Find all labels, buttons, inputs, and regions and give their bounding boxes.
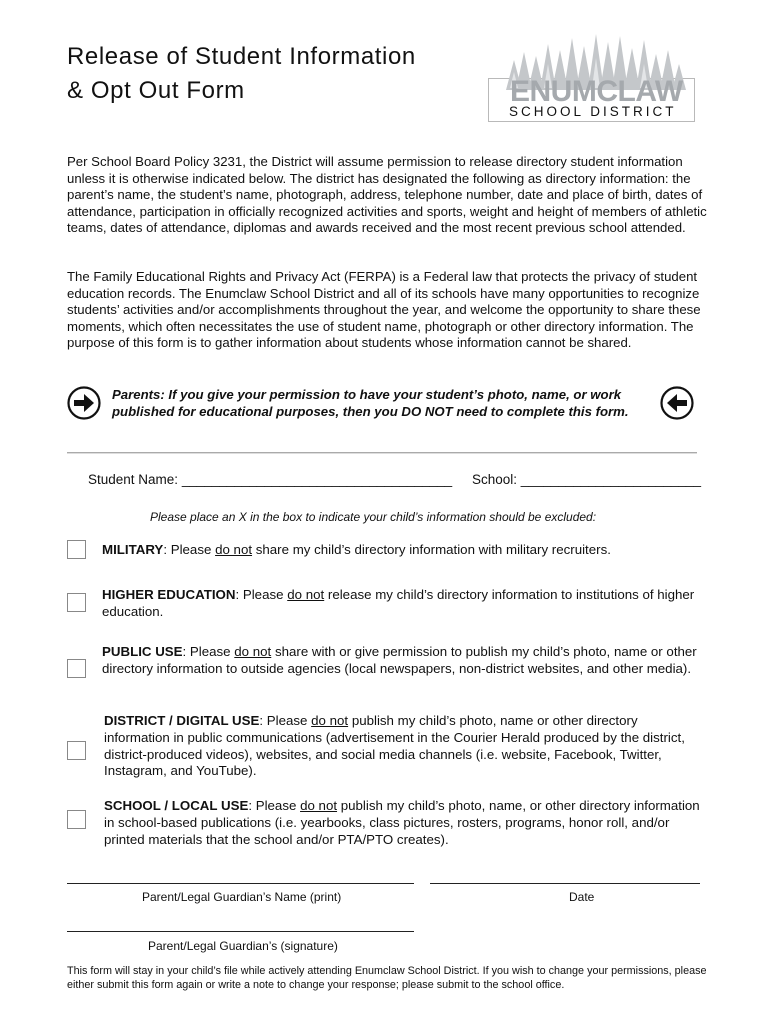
school-label: School: [472,472,518,487]
title-line-2: & Opt Out Form [67,77,245,104]
option-emphasis: do not [287,587,325,602]
date-line[interactable] [430,883,700,884]
logo-subtitle: SCHOOL DISTRICT [509,104,677,119]
option-text: : Please [259,713,312,728]
option-emphasis: do not [215,542,253,557]
option-text: : Please [163,542,216,557]
school-blank[interactable]: ________________________ [520,472,701,487]
title-line-1: Release of Student Information [67,43,416,70]
instruction-text: Please place an X in the box to indicate your child’s information should be excluded: [150,510,597,524]
school-local-use-checkbox[interactable] [67,810,86,829]
student-name-blank[interactable]: ____________________________________ [181,472,453,487]
option-higher-education [102,587,702,621]
district-digital-use-checkbox[interactable] [67,741,86,760]
option-emphasis: do not [234,644,272,659]
guardian-signature-line[interactable] [67,931,414,932]
option-military [102,542,702,559]
option-label: DISTRICT / DIGITAL USE [104,713,260,728]
footer-note: This form will stay in your child’s file while actively attending Enumclaw School District. If you wish to change your permissions, please either submit this form again or write a note to change your response; please submit to the school office. [67,965,707,991]
option-label: MILITARY [102,542,164,557]
intro-paragraph-2: The Family Educational Rights and Privacy Act (FERPA) is a Federal law that protects the privacy of student education records. The Enumclaw School District and all of its schools have many opportunities to recognize students’ activities and/or accomplishments throughout the year, and welcome the opportunity to share these moments, which often necessitates the use of student name, photograph or other directory information. The purpose of this form is to gather information about students whose information cannot be shared. [67,269,701,350]
arrow-left-circle-icon [660,386,694,420]
section-divider [67,452,697,453]
option-text: : Please [182,644,235,659]
date-label: Date [569,890,595,904]
option-public-use [102,644,710,678]
guardian-signature-label: Parent/Legal Guardian’s (signature) [148,939,338,953]
option-text: share my child’s directory information with military recruiters. [252,542,611,557]
district-logo [488,30,695,122]
military-checkbox[interactable] [67,540,86,559]
public-use-checkbox[interactable] [67,659,86,678]
option-text: publish my child’s photo, name, or other directory information in school-based publications (i.e. yearbooks, class pictures, rosters, programs, honor roll, and/or printed materials that the school and/or PTA/PTO creates). [104,798,700,847]
option-text: publish my child’s photo, name or other directory information in public communications (advertisement in the Courier Herald produced by the district, district-produced videos), websites, and social media channels (i.e. website, Facebook, Twitter, Instagram, and YouTube). [104,713,685,779]
intro-paragraph-1: Per School Board Policy 3231, the District will assume permission to release directory student information unless it is otherwise indicated below. The district has designated the following as directory information: the parent’s name, the student’s name, photograph, address, telephone number, date and place of birth, dates of attendance, participation in officially recognized activities and sports, weight and height of members of athletic teams, dates of attendance, diplomas and awards received and the most recent previous school attended. [67,154,707,235]
option-label: SCHOOL / LOCAL USE [104,798,249,813]
option-text: : Please [235,587,288,602]
guardian-name-label: Parent/Legal Guardian’s Name (print) [142,890,342,904]
option-district-digital-use [104,713,694,780]
option-label: HIGHER EDUCATION [102,587,236,602]
page-title [67,40,416,108]
option-emphasis: do not [311,713,349,728]
school-field[interactable] [472,472,701,487]
logo-name: ENUMCLAW [510,75,683,108]
option-text: : Please [248,798,301,813]
option-school-local-use [104,798,704,848]
higher-education-checkbox[interactable] [67,593,86,612]
option-text: share with or give permission to publish my child’s photo, name or other directory information to outside agencies (local newspapers, non-district websites, and other media). [102,644,697,676]
parent-notice: Parents: If you give your permission to have your student’s photo, name, or work published for educational purposes, then you DO NOT need to complete this form. [112,387,629,419]
option-emphasis: do not [300,798,338,813]
student-name-label: Student Name: [88,472,179,487]
guardian-name-line[interactable] [67,883,414,884]
option-text: release my child’s directory information to institutions of higher education. [102,587,695,619]
student-name-field[interactable] [88,472,452,487]
option-label: PUBLIC USE [102,644,183,659]
arrow-right-circle-icon [67,386,101,420]
